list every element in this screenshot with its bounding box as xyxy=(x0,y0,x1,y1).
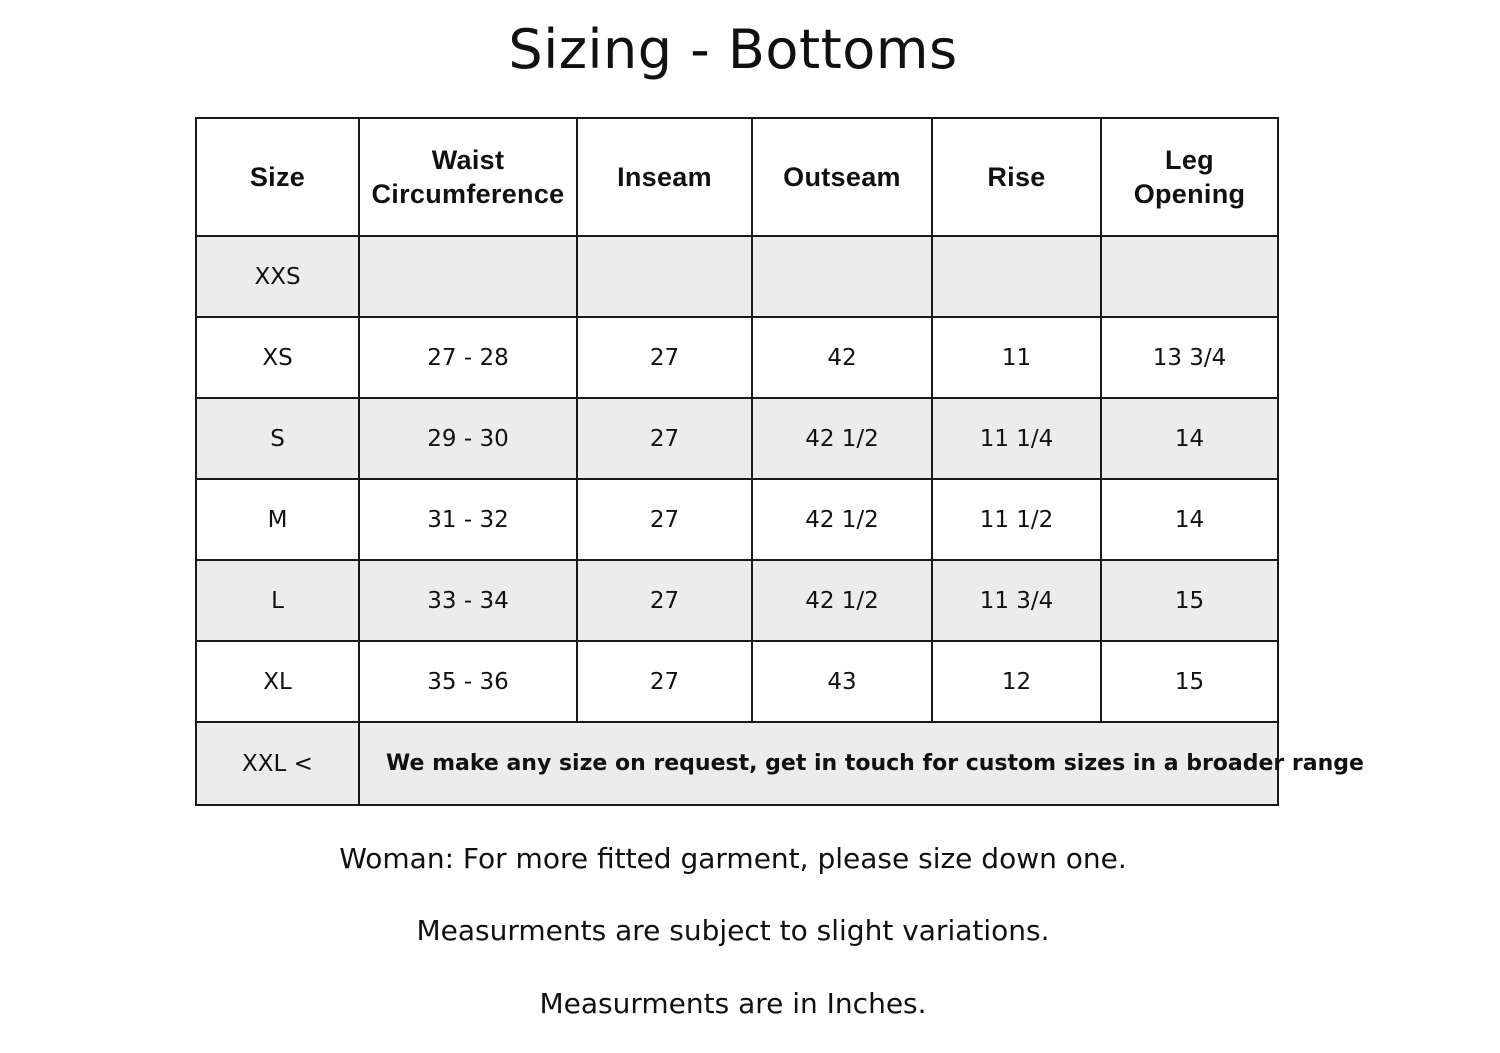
column-header-waist: Waist Circumference xyxy=(359,118,577,236)
inseam-cell: 27 xyxy=(577,317,752,398)
column-header-size: Size xyxy=(196,118,359,236)
rise-cell xyxy=(932,236,1101,317)
table-row xyxy=(196,236,1278,317)
outseam-cell xyxy=(752,236,932,317)
table-row-custom xyxy=(196,722,1278,805)
inseam-cell: 27 xyxy=(577,398,752,479)
table-header-row xyxy=(196,118,1278,236)
fit-note: Woman: For more fitted garment, please size down one. xyxy=(339,842,1127,875)
leg-opening-cell: 13 3/4 xyxy=(1101,317,1278,398)
size-cell: XL xyxy=(196,641,359,722)
outseam-cell: 42 1/2 xyxy=(752,398,932,479)
outseam-cell: 42 xyxy=(752,317,932,398)
size-cell: XS xyxy=(196,317,359,398)
outseam-cell: 43 xyxy=(752,641,932,722)
variation-note: Measurments are subject to slight variations. xyxy=(416,914,1050,947)
waist-cell: 27 - 28 xyxy=(359,317,577,398)
waist-cell: 31 - 32 xyxy=(359,479,577,560)
leg-opening-cell: 14 xyxy=(1101,479,1278,560)
inseam-cell: 27 xyxy=(577,641,752,722)
table-row xyxy=(196,398,1278,479)
table-row xyxy=(196,317,1278,398)
leg-opening-cell: 15 xyxy=(1101,560,1278,641)
rise-cell: 11 1/4 xyxy=(932,398,1101,479)
inseam-cell: 27 xyxy=(577,560,752,641)
page-title: Sizing - Bottoms xyxy=(508,18,958,81)
units-note: Measurments are in Inches. xyxy=(539,987,927,1020)
leg-opening-cell: 14 xyxy=(1101,398,1278,479)
size-cell: M xyxy=(196,479,359,560)
waist-cell xyxy=(359,236,577,317)
size-cell: XXL < xyxy=(196,722,359,805)
sizing-table xyxy=(195,117,1364,806)
outseam-cell: 42 1/2 xyxy=(752,479,932,560)
leg-opening-cell: 15 xyxy=(1101,641,1278,722)
waist-cell: 35 - 36 xyxy=(359,641,577,722)
waist-cell: 33 - 34 xyxy=(359,560,577,641)
column-header-leg-opening: Leg Opening xyxy=(1101,118,1278,236)
outseam-cell: 42 1/2 xyxy=(752,560,932,641)
leg-opening-cell xyxy=(1101,236,1278,317)
table-row xyxy=(196,560,1278,641)
table-row xyxy=(196,479,1278,560)
waist-cell: 29 - 30 xyxy=(359,398,577,479)
rise-cell: 11 xyxy=(932,317,1101,398)
column-header-rise: Rise xyxy=(932,118,1101,236)
inseam-cell xyxy=(577,236,752,317)
inseam-cell: 27 xyxy=(577,479,752,560)
table-row xyxy=(196,641,1278,722)
size-cell: S xyxy=(196,398,359,479)
rise-cell: 11 3/4 xyxy=(932,560,1101,641)
column-header-inseam: Inseam xyxy=(577,118,752,236)
size-cell: XXS xyxy=(196,236,359,317)
rise-cell: 12 xyxy=(932,641,1101,722)
rise-cell: 11 1/2 xyxy=(932,479,1101,560)
size-cell: L xyxy=(196,560,359,641)
custom-size-note: We make any size on request, get in touch for custom sizes in a broader range xyxy=(359,722,1278,805)
column-header-outseam: Outseam xyxy=(752,118,932,236)
